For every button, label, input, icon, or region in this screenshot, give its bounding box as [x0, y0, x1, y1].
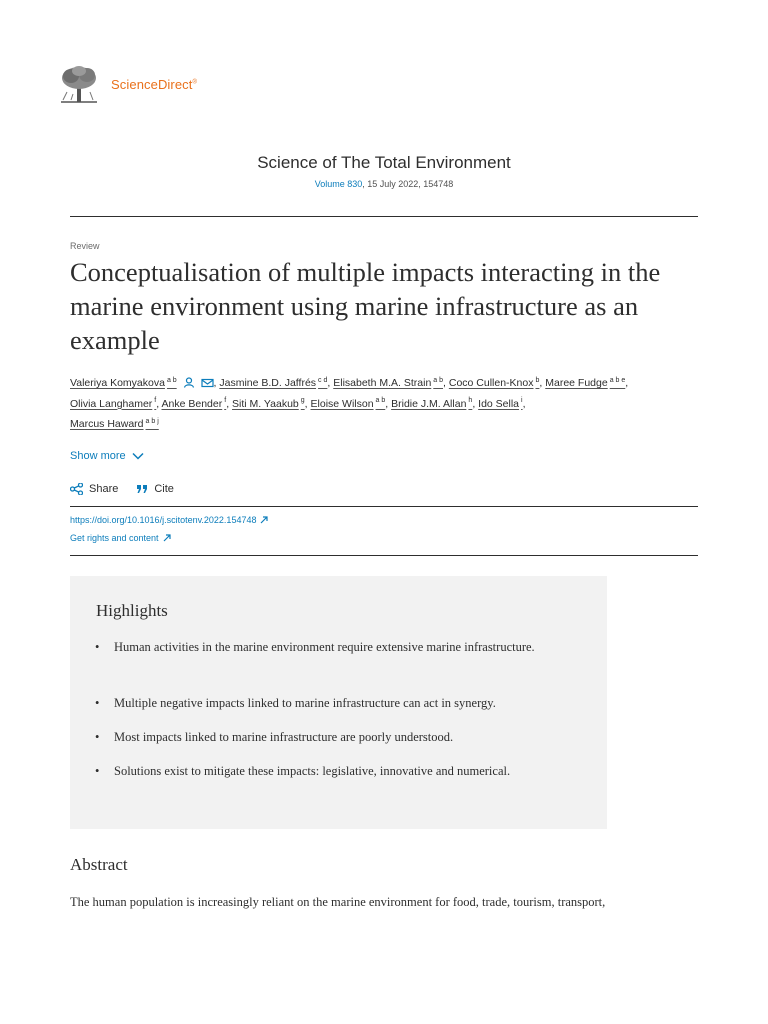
- divider: [70, 555, 698, 556]
- highlight-item: • Most impacts linked to marine infrastructure are poorly understood.: [95, 726, 584, 748]
- author-link[interactable]: Eloise Wilson $^{a b}$: [310, 397, 386, 410]
- share-icon: [70, 483, 83, 495]
- author-list: Valeriya Komyakova $^{a b}$ , Jasmine B.D. Jaffrés $^{c d}$, Elisabeth M.A. Strain $^{a b}$, Coco Cullen-Knox $^b$, Maree Fudge $^{a b e}$, Olivia Langhamer $^f$, Anke Bender $^f$, Siti M. Yaakub $^g$, Eloise Wilson $^{a b}$, Bridie J.M. Allan $^h$, Ido Sella $^i$, Marcus Haward $^{a b j}$: [70, 376, 629, 430]
- author-link[interactable]: Siti M. Yaakub $^g$: [232, 397, 305, 410]
- show-more-label: Show more: [70, 450, 126, 462]
- person-icon[interactable]: [183, 377, 195, 388]
- article-title: Conceptualisation of multiple impacts interacting in the marine environment using marine infrastructure as an example: [70, 257, 661, 355]
- article-type: Review: [70, 241, 100, 251]
- highlights-section: [70, 576, 607, 829]
- share-label: Share: [89, 483, 119, 495]
- share-button[interactable]: [70, 483, 118, 495]
- rights-link[interactable]: [70, 533, 171, 543]
- cite-button[interactable]: [136, 483, 174, 495]
- doi-text: https://doi.org/10.1016/j.scitotenv.2022.154748: [70, 515, 257, 525]
- highlight-item: • Solutions exist to mitigate these impacts: legislative, innovative and numerical.: [95, 760, 584, 782]
- issue-details: , 15 July 2022, 154748: [362, 179, 454, 189]
- abstract-text: The human population is increasingly reliant on the marine environment for food, trade, tourism, transport,: [70, 895, 606, 909]
- volume-info: [0, 179, 768, 189]
- author-link[interactable]: Bridie J.M. Allan $^h$: [391, 397, 473, 410]
- cite-label: Cite: [154, 483, 174, 495]
- volume-link[interactable]: Volume 830: [314, 179, 363, 189]
- elsevier-tree-icon: [57, 64, 101, 104]
- author-link[interactable]: Ido Sella $^i$: [478, 397, 523, 410]
- highlights-title: Highlights: [96, 601, 168, 620]
- author-link[interactable]: Elisabeth M.A. Strain $^{a b}$: [333, 376, 444, 389]
- divider: [70, 506, 698, 507]
- highlight-item: • Human activities in the marine environment require extensive marine infrastructure.: [95, 636, 584, 658]
- doi-link[interactable]: [70, 515, 268, 525]
- journal-title[interactable]: Science of The Total Environment: [257, 153, 511, 172]
- article-toolbar: [70, 483, 192, 495]
- show-more-button[interactable]: [70, 450, 144, 462]
- external-link-icon: [260, 516, 268, 524]
- author-link[interactable]: Maree Fudge $^{a b e}$: [545, 376, 626, 389]
- author-link[interactable]: Marcus Haward $^{a b j}$: [70, 417, 159, 430]
- author-link[interactable]: Jasmine B.D. Jaffrés $^{c d}$: [219, 376, 328, 389]
- author-link[interactable]: Olivia Langhamer $^f$: [70, 397, 157, 410]
- divider: [70, 216, 698, 217]
- abstract-title: Abstract: [70, 855, 128, 874]
- external-link-icon: [163, 534, 171, 542]
- quote-icon: [136, 484, 148, 494]
- author-link[interactable]: Coco Cullen-Knox $^b$: [448, 376, 540, 389]
- brand-name: ScienceDirect®: [111, 76, 198, 92]
- author-link[interactable]: Anke Bender $^f$: [161, 397, 227, 410]
- rights-text: Get rights and content: [70, 533, 159, 543]
- chevron-down-icon: [132, 452, 144, 460]
- sciencedirect-logo[interactable]: [57, 64, 197, 104]
- highlight-item: • Multiple negative impacts linked to marine infrastructure can act in synergy.: [95, 692, 584, 714]
- author-link[interactable]: Valeriya Komyakova $^{a b}$: [70, 376, 177, 389]
- envelope-icon[interactable]: [201, 378, 214, 388]
